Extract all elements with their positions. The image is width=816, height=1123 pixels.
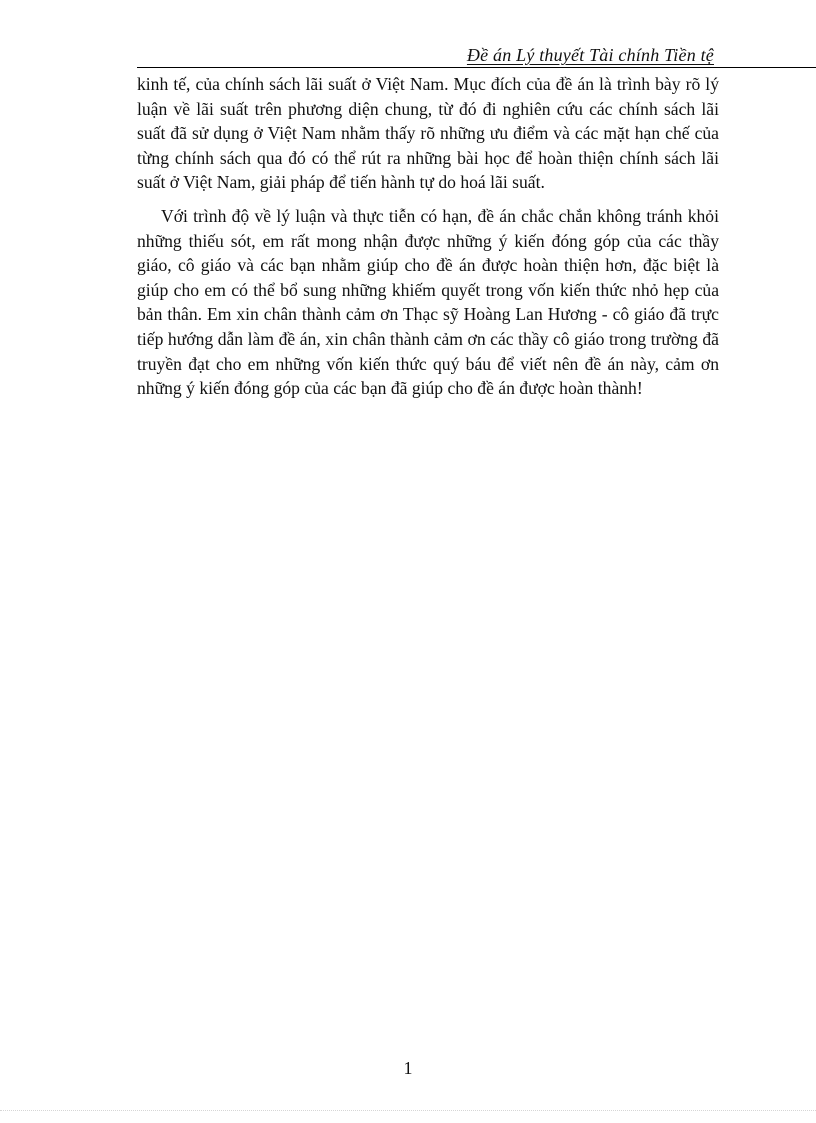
page-number: 1 (403, 1058, 413, 1078)
page-bottom-divider (0, 1110, 816, 1111)
body-text (137, 72, 719, 401)
page-header-title: Đề án Lý thuyết Tài chính Tiền tệ (466, 45, 714, 65)
paragraph-continuation: kinh tế, của chính sách lãi suất ở Việt Nam. Mục đích của đề án là trình bày rõ lý luận về lãi suất trên phương diện chung, từ đó đi nghiên cứu các chính sách lãi suất đã sử dụng ở Việt Nam nhằm thấy rõ những ưu điểm và các mặt hạn chế của từng chính sách qua đó có thể rút ra những bài học để hoàn thiện chính sách lãi suất ở Việt Nam, giải pháp để tiến hành tự do hoá lãi suất. (137, 74, 719, 193)
paragraph-acknowledgement: Với trình độ về lý luận và thực tiễn có hạn, đề án chắc chắn không tránh khỏi những thiếu sót, em rất mong nhận được những ý kiến đóng góp của các thầy giáo, cô giáo và các bạn nhằm giúp cho đề án được hoàn thiện hơn, đặc biệt là giúp cho em có thể bổ sung những khiếm quyết trong vốn kiến thức nhỏ hẹp của bản thân. Em xin chân thành cảm ơn Thạc sỹ Hoàng Lan Hương - cô giáo đã trực tiếp hướng dẫn làm đề án, xin chân thành cảm ơn các thầy cô giáo trong trường đã truyền đạt cho em những vốn kiến thức quý báu để viết nên đề án này, cảm ơn những ý kiến đóng góp của các bạn đã giúp cho đề án được hoàn thành! (137, 205, 719, 399)
header-divider (137, 67, 816, 68)
